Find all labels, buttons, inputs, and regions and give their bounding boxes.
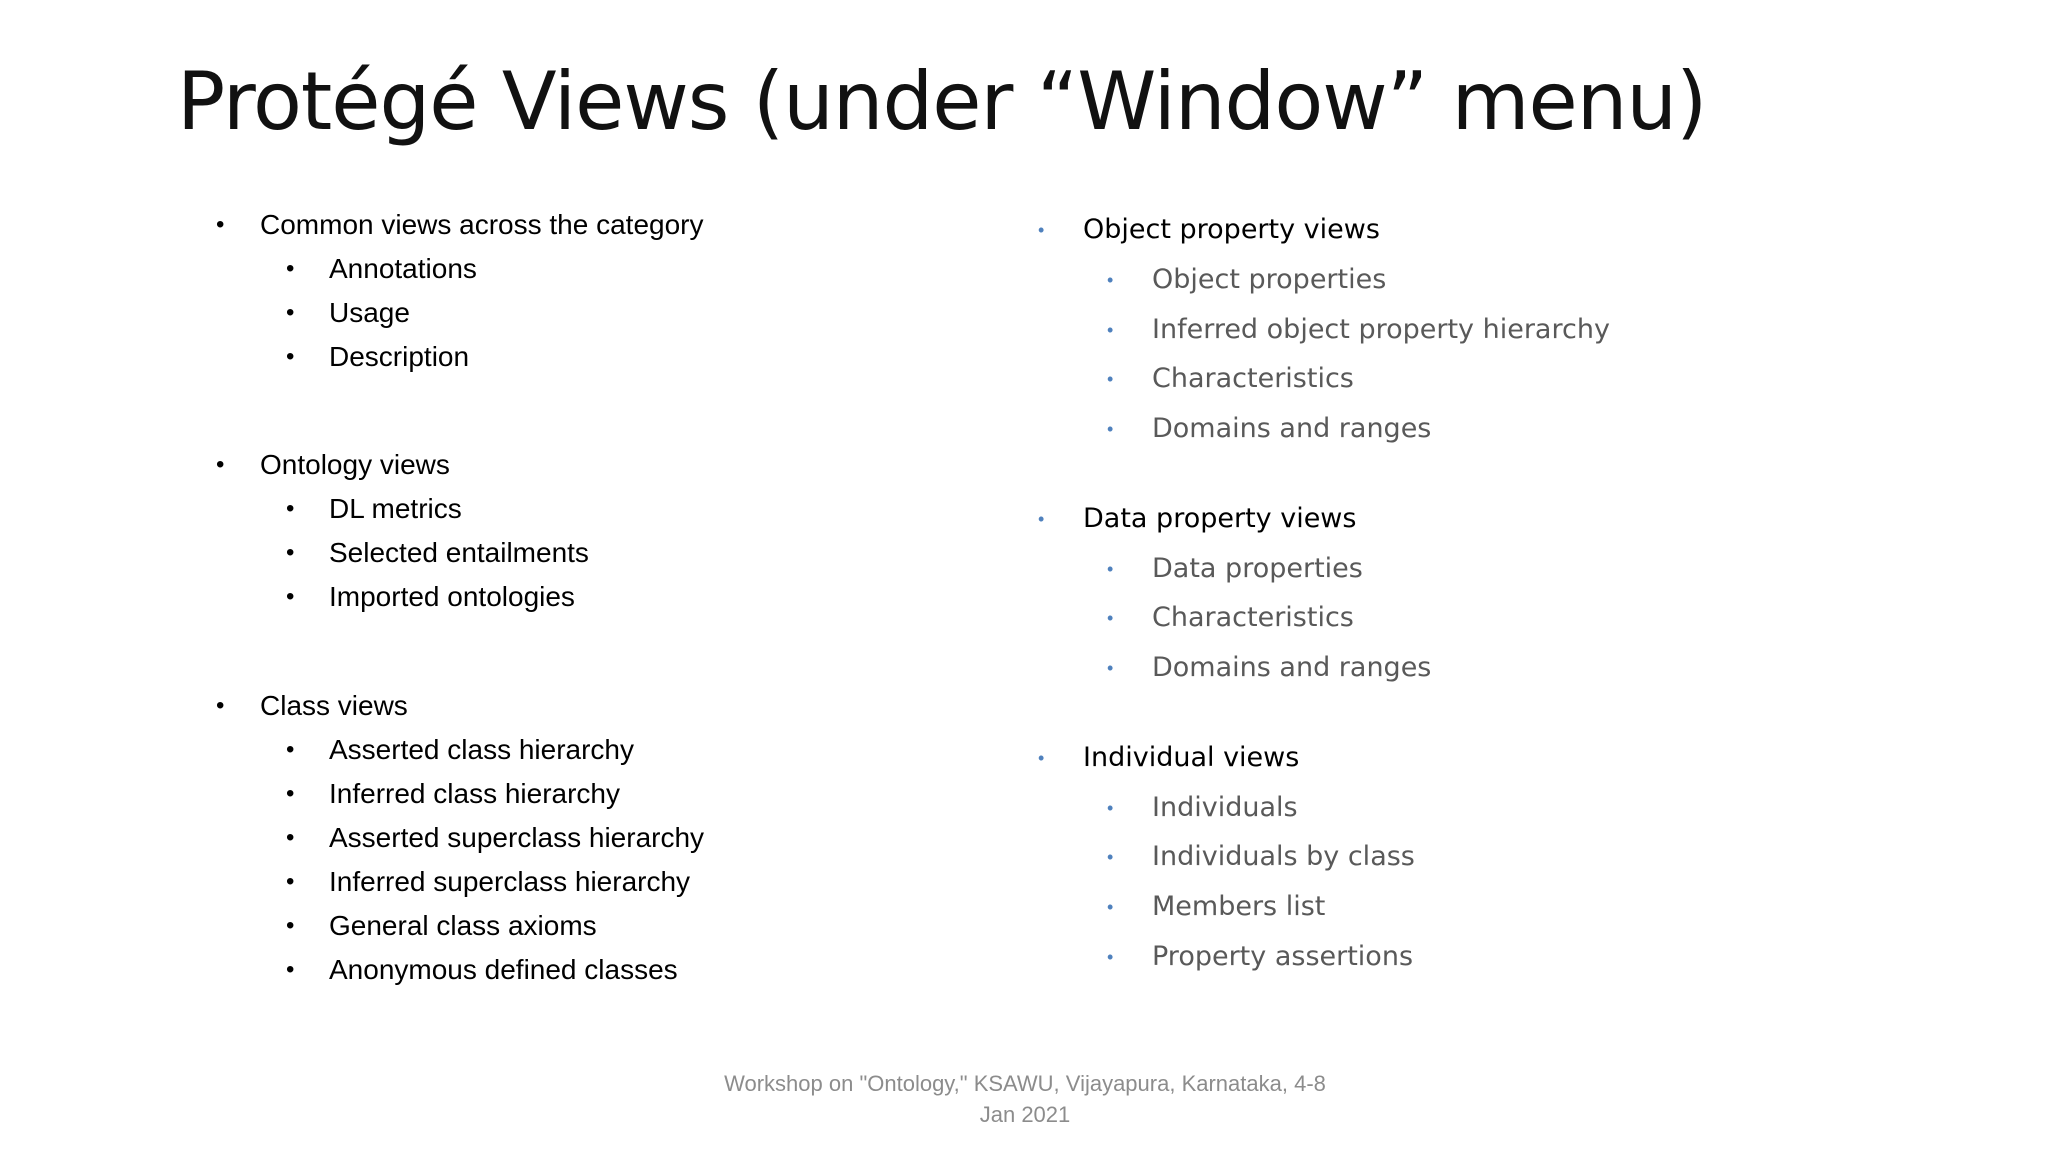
- bullet-icon: •: [286, 299, 295, 326]
- list-item: Asserted class hierarchy: [329, 734, 635, 765]
- bullet-icon: •: [216, 692, 225, 719]
- list-item: Inferred class hierarchy: [329, 778, 621, 809]
- list-item: Anonymous defined classes: [329, 954, 678, 985]
- slide-footer: [690, 1068, 1360, 1130]
- list-heading-object-property-views: Object property views: [1083, 214, 1380, 245]
- list-item: Imported ontologies: [329, 581, 575, 612]
- bullet-icon: •: [286, 539, 295, 566]
- list-item: DL metrics: [329, 493, 462, 524]
- list-item: Domains and ranges: [1152, 652, 1432, 683]
- slide-title: Protégé Views (under “Window” menu): [177, 55, 1707, 148]
- bullet-icon: •: [286, 736, 295, 763]
- bullet-icon: •: [1107, 847, 1114, 867]
- bullet-icon: •: [1107, 947, 1114, 967]
- list-heading-ontology-views: Ontology views: [260, 449, 450, 480]
- bullet-icon: •: [1107, 419, 1114, 439]
- bullet-icon: •: [1038, 509, 1045, 529]
- list-item: Members list: [1152, 891, 1326, 922]
- list-item: Asserted superclass hierarchy: [329, 822, 705, 853]
- list-item: Usage: [329, 297, 410, 328]
- list-item: Object properties: [1152, 264, 1387, 295]
- bullet-icon: •: [1107, 320, 1114, 340]
- list-item: General class axioms: [329, 910, 597, 941]
- list-item: Individuals: [1152, 792, 1298, 823]
- list-item: Characteristics: [1152, 363, 1354, 394]
- bullet-icon: •: [286, 912, 295, 939]
- list-heading-data-property-views: Data property views: [1083, 503, 1357, 534]
- bullet-icon: •: [286, 495, 295, 522]
- bullet-icon: •: [1038, 220, 1045, 240]
- bullet-icon: •: [1107, 658, 1114, 678]
- bullet-icon: •: [286, 824, 295, 851]
- list-item: Characteristics: [1152, 602, 1354, 633]
- list-item: Property assertions: [1152, 941, 1414, 972]
- bullet-icon: •: [286, 780, 295, 807]
- bullet-icon: •: [286, 956, 295, 983]
- bullet-icon: •: [1107, 270, 1114, 290]
- list-item: Domains and ranges: [1152, 413, 1432, 444]
- list-item: Annotations: [329, 253, 477, 284]
- bullet-icon: •: [1038, 748, 1045, 768]
- list-item: Inferred object property hierarchy: [1152, 314, 1610, 345]
- list-heading-common-views: Common views across the category: [260, 209, 704, 240]
- bullet-icon: •: [286, 255, 295, 282]
- list-item: Data properties: [1152, 553, 1363, 584]
- bullet-icon: •: [286, 343, 295, 370]
- bullet-icon: •: [286, 583, 295, 610]
- bullet-icon: •: [1107, 608, 1114, 628]
- footer-line-2: Jan 2021: [979, 1102, 1071, 1127]
- bullet-icon: •: [286, 868, 295, 895]
- bullet-icon: •: [1107, 369, 1114, 389]
- bullet-icon: •: [216, 451, 225, 478]
- list-item: Individuals by class: [1152, 841, 1415, 872]
- list-heading-class-views: Class views: [260, 690, 408, 721]
- bullet-icon: •: [1107, 798, 1114, 818]
- list-item: Description: [329, 341, 470, 372]
- bullet-icon: •: [1107, 559, 1114, 579]
- list-item: Inferred superclass hierarchy: [329, 866, 691, 897]
- list-heading-individual-views: Individual views: [1083, 742, 1300, 773]
- list-item: Selected entailments: [329, 537, 589, 568]
- bullet-icon: •: [1107, 897, 1114, 917]
- footer-line-1: Workshop on "Ontology," KSAWU, Vijayapura, Karnataka, 4-8: [724, 1071, 1326, 1096]
- bullet-icon: •: [216, 211, 225, 238]
